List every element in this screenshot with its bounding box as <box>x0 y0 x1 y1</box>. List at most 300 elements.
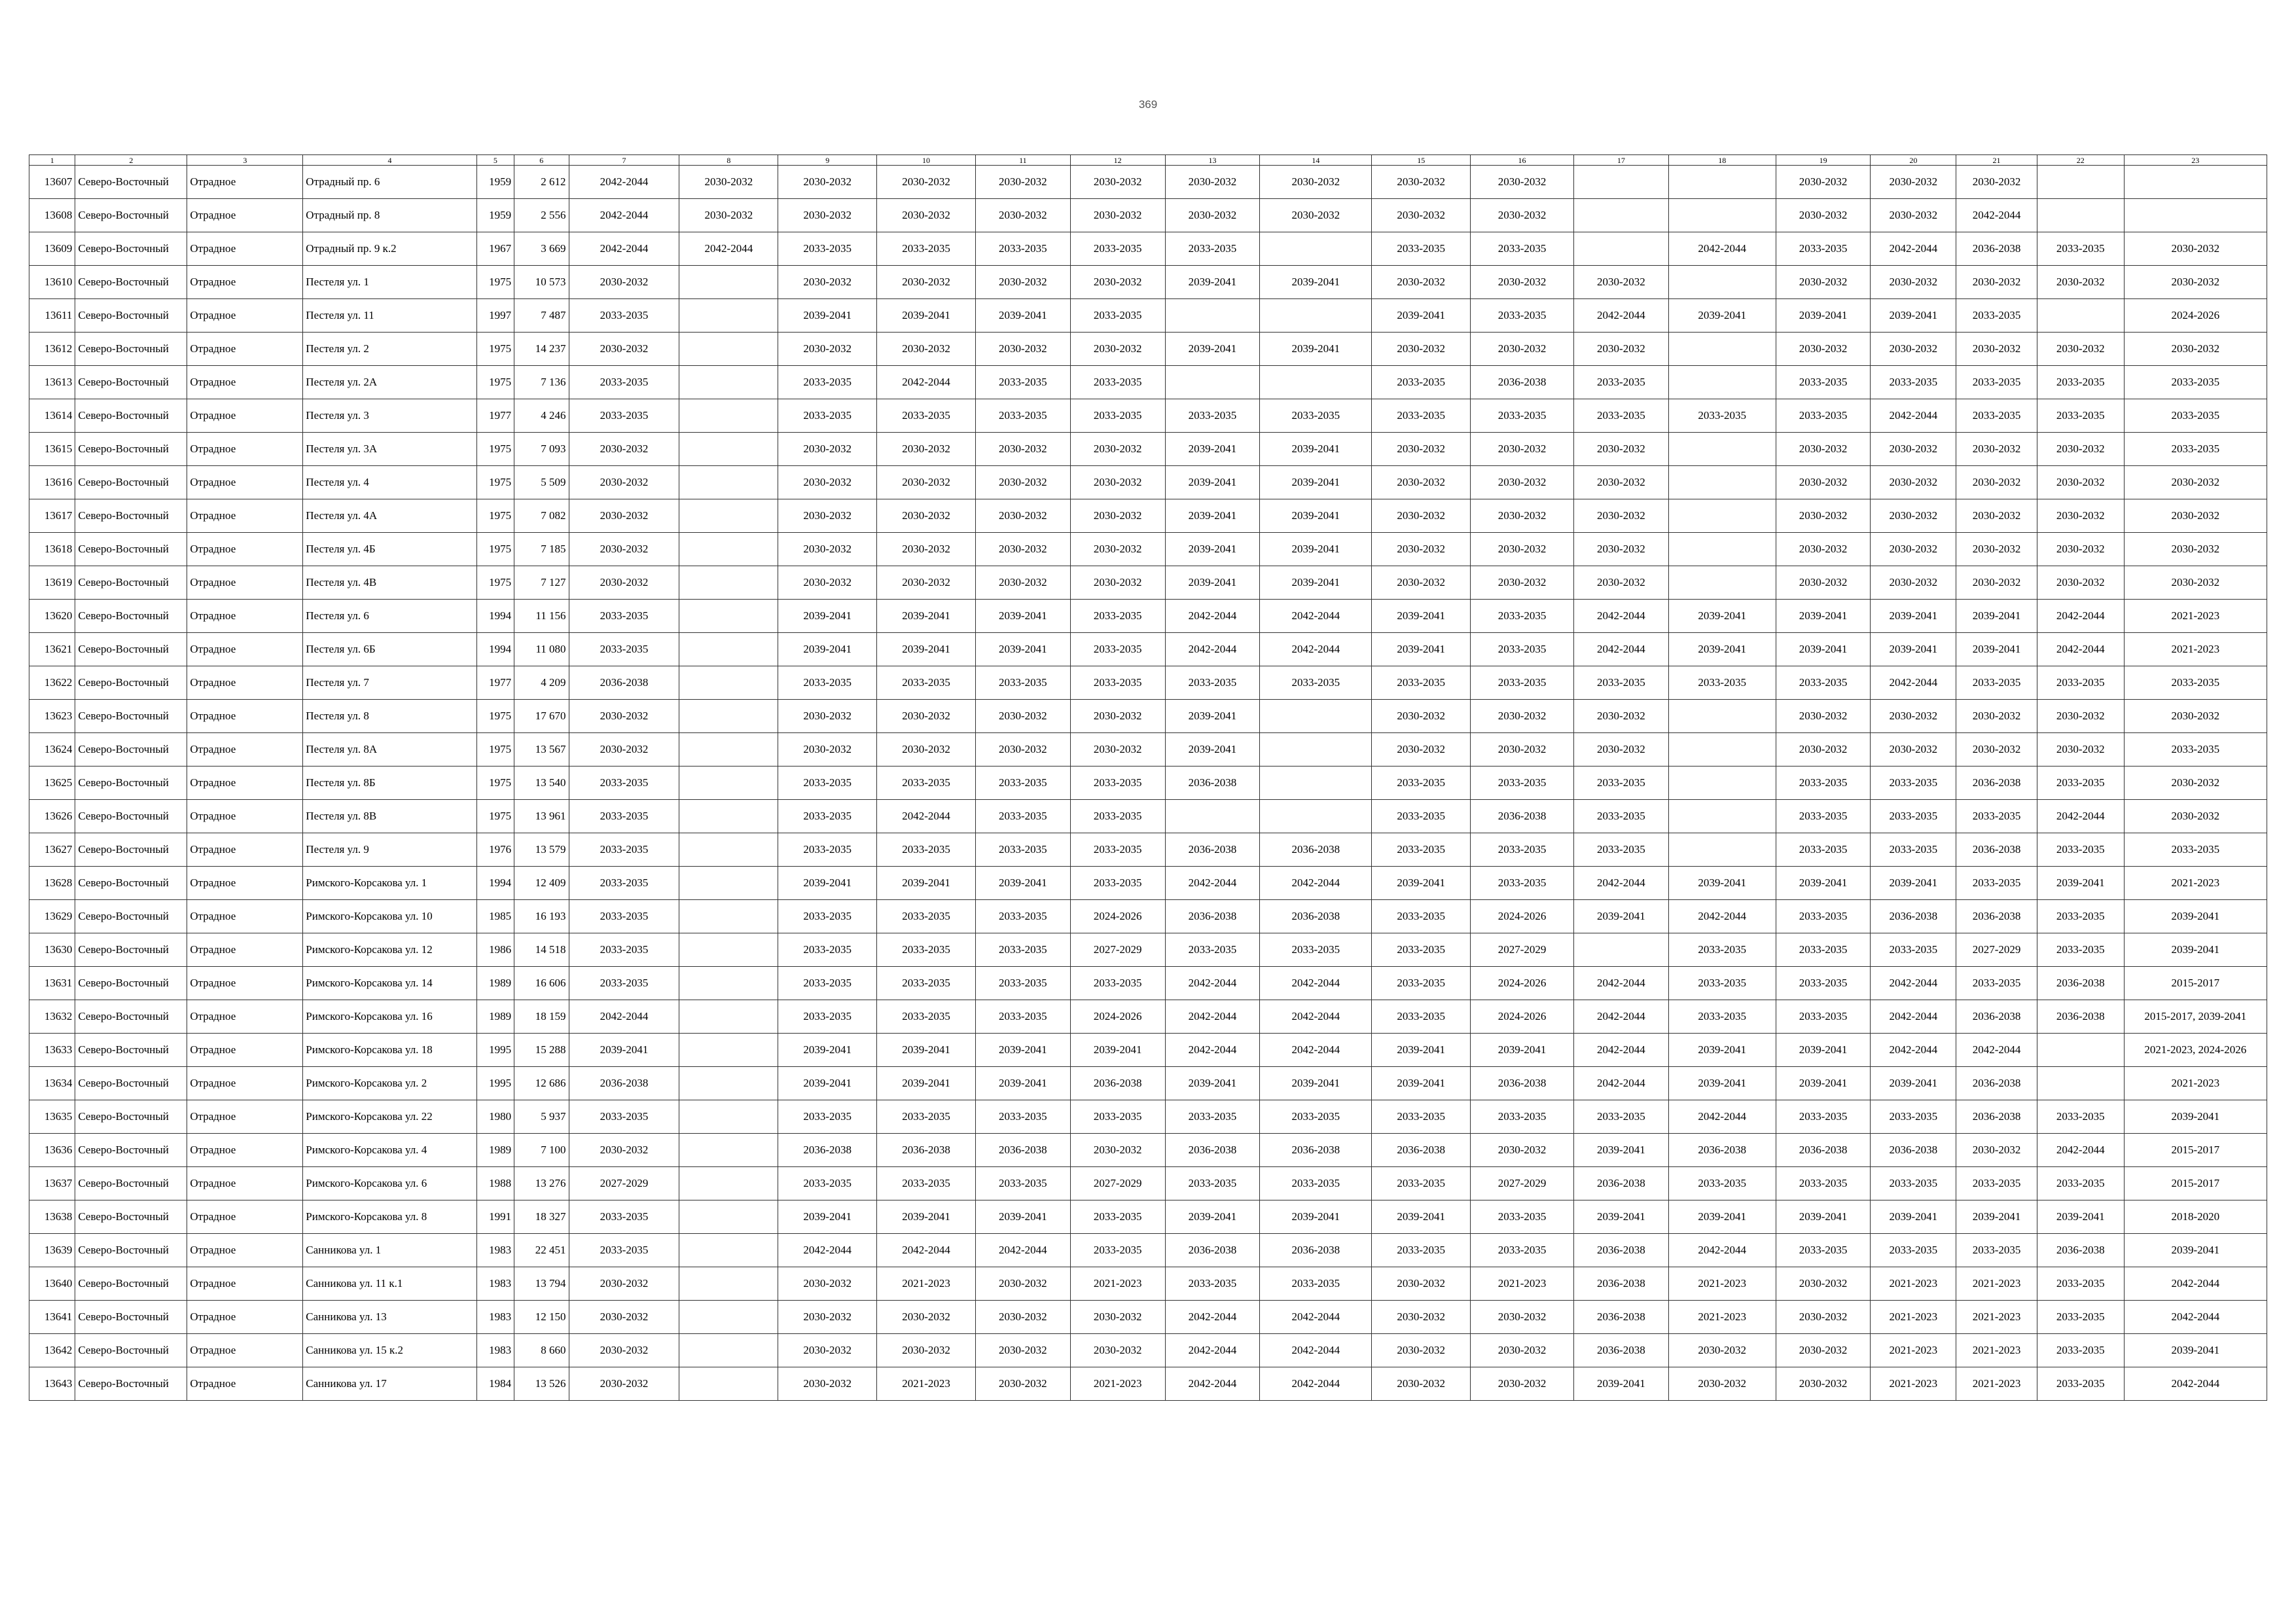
area-cell: Отрадное <box>187 166 303 199</box>
record-id-cell: 13611 <box>29 299 75 333</box>
area-cell: Отрадное <box>187 1134 303 1167</box>
period-16-cell: 2024-2026 <box>1471 900 1574 933</box>
housing-register-table <box>29 154 2267 1401</box>
period-9-cell: 2033-2035 <box>778 833 877 867</box>
period-10-cell: 2030-2032 <box>877 700 976 733</box>
period-16-cell: 2030-2032 <box>1471 166 1574 199</box>
period-23-cell: 2042-2044 <box>2124 1301 2267 1334</box>
period-20-cell: 2030-2032 <box>1871 266 1956 299</box>
period-8-cell <box>679 900 778 933</box>
period-18-cell: 2042-2044 <box>1668 900 1776 933</box>
period-11-cell: 2039-2041 <box>975 1034 1070 1067</box>
area-cell: Отрадное <box>187 833 303 867</box>
period-10-cell: 2033-2035 <box>877 933 976 967</box>
period-19-cell: 2039-2041 <box>1776 633 1871 666</box>
period-13-cell: 2033-2035 <box>1165 666 1260 700</box>
period-21-cell: 2027-2029 <box>1956 933 2037 967</box>
period-23-cell: 2030-2032 <box>2124 333 2267 366</box>
district-cell: Северо-Восточный <box>75 566 187 600</box>
address-cell: Пестеля ул. 8 <box>303 700 476 733</box>
period-10-cell: 2033-2035 <box>877 1167 976 1200</box>
period-18-cell: 2039-2041 <box>1668 633 1776 666</box>
column-number-header: 6 <box>514 155 569 166</box>
table-row <box>29 900 2267 933</box>
period-8-cell <box>679 499 778 533</box>
table-row <box>29 1301 2267 1334</box>
period-15-cell: 2030-2032 <box>1372 700 1471 733</box>
period-9-cell: 2033-2035 <box>778 800 877 833</box>
period-10-cell: 2039-2041 <box>877 1034 976 1067</box>
column-number-header: 5 <box>476 155 514 166</box>
period-15-cell: 2030-2032 <box>1372 1301 1471 1334</box>
address-cell: Пестеля ул. 2 <box>303 333 476 366</box>
period-7-cell: 2033-2035 <box>569 633 679 666</box>
period-12-cell: 2033-2035 <box>1070 666 1165 700</box>
period-12-cell: 2024-2026 <box>1070 900 1165 933</box>
area-cell: Отрадное <box>187 499 303 533</box>
period-13-cell: 2042-2044 <box>1165 967 1260 1000</box>
table-row <box>29 299 2267 333</box>
period-20-cell: 2021-2023 <box>1871 1367 1956 1401</box>
period-22-cell: 2033-2035 <box>2037 666 2124 700</box>
period-22-cell: 2030-2032 <box>2037 733 2124 767</box>
period-11-cell: 2030-2032 <box>975 533 1070 566</box>
address-cell: Римского-Корсакова ул. 16 <box>303 1000 476 1034</box>
period-23-cell: 2039-2041 <box>2124 1234 2267 1267</box>
period-9-cell: 2033-2035 <box>778 666 877 700</box>
build-year-cell: 1983 <box>476 1267 514 1301</box>
period-9-cell: 2030-2032 <box>778 433 877 466</box>
column-number-header: 9 <box>778 155 877 166</box>
period-19-cell: 2036-2038 <box>1776 1134 1871 1167</box>
period-23-cell: 2033-2035 <box>2124 433 2267 466</box>
period-7-cell: 2033-2035 <box>569 767 679 800</box>
period-23-cell: 2033-2035 <box>2124 666 2267 700</box>
period-15-cell: 2033-2035 <box>1372 232 1471 266</box>
period-21-cell: 2030-2032 <box>1956 466 2037 499</box>
period-8-cell <box>679 399 778 433</box>
period-17-cell: 2033-2035 <box>1573 399 1668 433</box>
area-cell: Отрадное <box>187 700 303 733</box>
period-20-cell: 2030-2032 <box>1871 466 1956 499</box>
record-id-cell: 13641 <box>29 1301 75 1334</box>
address-cell: Пестеля ул. 3А <box>303 433 476 466</box>
period-19-cell: 2033-2035 <box>1776 967 1871 1000</box>
record-id-cell: 13615 <box>29 433 75 466</box>
area-cell: Отрадное <box>187 1167 303 1200</box>
area-cell: Отрадное <box>187 1200 303 1234</box>
period-22-cell: 2036-2038 <box>2037 1234 2124 1267</box>
period-23-cell <box>2124 166 2267 199</box>
period-19-cell: 2030-2032 <box>1776 1367 1871 1401</box>
period-18-cell: 2042-2044 <box>1668 232 1776 266</box>
period-22-cell: 2030-2032 <box>2037 566 2124 600</box>
period-19-cell: 2033-2035 <box>1776 800 1871 833</box>
address-cell: Отрадный пр. 9 к.2 <box>303 232 476 266</box>
period-22-cell <box>2037 1067 2124 1100</box>
period-19-cell: 2030-2032 <box>1776 566 1871 600</box>
period-14-cell: 2033-2035 <box>1260 1267 1372 1301</box>
period-22-cell: 2042-2044 <box>2037 600 2124 633</box>
period-8-cell <box>679 1267 778 1301</box>
period-15-cell: 2033-2035 <box>1372 399 1471 433</box>
period-9-cell: 2030-2032 <box>778 1367 877 1401</box>
period-14-cell: 2033-2035 <box>1260 666 1372 700</box>
floor-area-cell: 16 193 <box>514 900 569 933</box>
column-number-header: 18 <box>1668 155 1776 166</box>
period-13-cell: 2033-2035 <box>1165 399 1260 433</box>
period-17-cell: 2042-2044 <box>1573 1034 1668 1067</box>
period-13-cell: 2030-2032 <box>1165 199 1260 232</box>
period-18-cell <box>1668 266 1776 299</box>
period-10-cell: 2039-2041 <box>877 299 976 333</box>
period-13-cell: 2042-2044 <box>1165 1000 1260 1034</box>
table-row <box>29 666 2267 700</box>
period-9-cell: 2039-2041 <box>778 1067 877 1100</box>
period-15-cell: 2030-2032 <box>1372 166 1471 199</box>
period-9-cell: 2030-2032 <box>778 566 877 600</box>
period-14-cell: 2039-2041 <box>1260 566 1372 600</box>
address-cell: Римского-Корсакова ул. 10 <box>303 900 476 933</box>
period-16-cell: 2030-2032 <box>1471 1134 1574 1167</box>
period-14-cell <box>1260 299 1372 333</box>
period-14-cell: 2036-2038 <box>1260 1134 1372 1167</box>
period-13-cell: 2033-2035 <box>1165 933 1260 967</box>
address-cell: Пестеля ул. 4Б <box>303 533 476 566</box>
address-cell: Пестеля ул. 2А <box>303 366 476 399</box>
period-8-cell <box>679 433 778 466</box>
period-10-cell: 2021-2023 <box>877 1267 976 1301</box>
period-10-cell: 2039-2041 <box>877 1067 976 1100</box>
period-20-cell: 2042-2044 <box>1871 1000 1956 1034</box>
period-10-cell: 2042-2044 <box>877 366 976 399</box>
period-10-cell: 2030-2032 <box>877 199 976 232</box>
period-7-cell: 2039-2041 <box>569 1034 679 1067</box>
period-11-cell: 2030-2032 <box>975 1367 1070 1401</box>
period-15-cell: 2033-2035 <box>1372 900 1471 933</box>
period-20-cell: 2030-2032 <box>1871 433 1956 466</box>
period-8-cell: 2030-2032 <box>679 166 778 199</box>
period-14-cell <box>1260 700 1372 733</box>
period-13-cell: 2039-2041 <box>1165 1067 1260 1100</box>
address-cell: Пестеля ул. 7 <box>303 666 476 700</box>
column-number-header: 3 <box>187 155 303 166</box>
build-year-cell: 1975 <box>476 700 514 733</box>
period-17-cell: 2036-2038 <box>1573 1267 1668 1301</box>
period-21-cell: 2033-2035 <box>1956 1234 2037 1267</box>
period-10-cell: 2042-2044 <box>877 1234 976 1267</box>
period-23-cell: 2030-2032 <box>2124 700 2267 733</box>
build-year-cell: 1980 <box>476 1100 514 1134</box>
area-cell: Отрадное <box>187 900 303 933</box>
area-cell: Отрадное <box>187 1000 303 1034</box>
period-11-cell: 2042-2044 <box>975 1234 1070 1267</box>
period-22-cell: 2033-2035 <box>2037 900 2124 933</box>
period-11-cell: 2030-2032 <box>975 566 1070 600</box>
period-8-cell <box>679 1134 778 1167</box>
period-8-cell <box>679 666 778 700</box>
period-11-cell: 2030-2032 <box>975 700 1070 733</box>
floor-area-cell: 13 961 <box>514 800 569 833</box>
district-cell: Северо-Восточный <box>75 399 187 433</box>
period-13-cell: 2039-2041 <box>1165 733 1260 767</box>
period-20-cell: 2042-2044 <box>1871 967 1956 1000</box>
period-9-cell: 2039-2041 <box>778 1034 877 1067</box>
period-18-cell <box>1668 333 1776 366</box>
period-11-cell: 2036-2038 <box>975 1134 1070 1167</box>
area-cell: Отрадное <box>187 299 303 333</box>
period-15-cell: 2039-2041 <box>1372 867 1471 900</box>
area-cell: Отрадное <box>187 333 303 366</box>
floor-area-cell: 7 185 <box>514 533 569 566</box>
floor-area-cell: 7 136 <box>514 366 569 399</box>
floor-area-cell: 7 487 <box>514 299 569 333</box>
period-21-cell: 2030-2032 <box>1956 499 2037 533</box>
period-18-cell <box>1668 199 1776 232</box>
period-19-cell: 2039-2041 <box>1776 600 1871 633</box>
period-22-cell: 2033-2035 <box>2037 767 2124 800</box>
district-cell: Северо-Восточный <box>75 266 187 299</box>
period-19-cell: 2033-2035 <box>1776 366 1871 399</box>
period-20-cell: 2033-2035 <box>1871 933 1956 967</box>
period-18-cell: 2042-2044 <box>1668 1100 1776 1134</box>
period-23-cell: 2033-2035 <box>2124 366 2267 399</box>
period-15-cell: 2030-2032 <box>1372 533 1471 566</box>
period-16-cell: 2033-2035 <box>1471 1234 1574 1267</box>
period-14-cell: 2033-2035 <box>1260 399 1372 433</box>
period-18-cell <box>1668 767 1776 800</box>
district-cell: Северо-Восточный <box>75 1267 187 1301</box>
period-21-cell: 2039-2041 <box>1956 1200 2037 1234</box>
build-year-cell: 1983 <box>476 1334 514 1367</box>
area-cell: Отрадное <box>187 399 303 433</box>
period-23-cell: 2030-2032 <box>2124 800 2267 833</box>
period-23-cell: 2030-2032 <box>2124 533 2267 566</box>
period-17-cell: 2036-2038 <box>1573 1334 1668 1367</box>
period-13-cell: 2042-2044 <box>1165 1034 1260 1067</box>
column-number-header: 13 <box>1165 155 1260 166</box>
period-10-cell: 2039-2041 <box>877 633 976 666</box>
period-9-cell: 2033-2035 <box>778 767 877 800</box>
period-20-cell: 2039-2041 <box>1871 867 1956 900</box>
period-12-cell: 2033-2035 <box>1070 967 1165 1000</box>
period-9-cell: 2033-2035 <box>778 399 877 433</box>
table-row <box>29 1034 2267 1067</box>
period-9-cell: 2036-2038 <box>778 1134 877 1167</box>
period-14-cell: 2042-2044 <box>1260 1367 1372 1401</box>
period-11-cell: 2039-2041 <box>975 1067 1070 1100</box>
build-year-cell: 1991 <box>476 1200 514 1234</box>
period-15-cell: 2033-2035 <box>1372 1167 1471 1200</box>
period-15-cell: 2039-2041 <box>1372 633 1471 666</box>
period-21-cell: 2036-2038 <box>1956 1000 2037 1034</box>
address-cell: Пестеля ул. 9 <box>303 833 476 867</box>
period-22-cell: 2030-2032 <box>2037 700 2124 733</box>
period-14-cell: 2042-2044 <box>1260 1034 1372 1067</box>
build-year-cell: 1977 <box>476 399 514 433</box>
record-id-cell: 13636 <box>29 1134 75 1167</box>
area-cell: Отрадное <box>187 767 303 800</box>
district-cell: Северо-Восточный <box>75 833 187 867</box>
record-id-cell: 13635 <box>29 1100 75 1134</box>
period-15-cell: 2039-2041 <box>1372 1034 1471 1067</box>
period-19-cell: 2033-2035 <box>1776 1000 1871 1034</box>
period-22-cell: 2033-2035 <box>2037 833 2124 867</box>
period-12-cell: 2027-2029 <box>1070 933 1165 967</box>
period-15-cell: 2030-2032 <box>1372 1267 1471 1301</box>
period-21-cell: 2033-2035 <box>1956 867 2037 900</box>
build-year-cell: 1985 <box>476 900 514 933</box>
period-17-cell: 2030-2032 <box>1573 733 1668 767</box>
period-23-cell: 2039-2041 <box>2124 1100 2267 1134</box>
period-12-cell: 2030-2032 <box>1070 199 1165 232</box>
period-18-cell <box>1668 800 1776 833</box>
period-12-cell: 2030-2032 <box>1070 1134 1165 1167</box>
period-12-cell: 2030-2032 <box>1070 733 1165 767</box>
period-12-cell: 2030-2032 <box>1070 333 1165 366</box>
period-20-cell: 2039-2041 <box>1871 1067 1956 1100</box>
period-17-cell: 2039-2041 <box>1573 1134 1668 1167</box>
period-13-cell: 2039-2041 <box>1165 533 1260 566</box>
period-21-cell: 2030-2032 <box>1956 1134 2037 1167</box>
period-20-cell: 2030-2032 <box>1871 199 1956 232</box>
period-10-cell: 2033-2035 <box>877 232 976 266</box>
period-15-cell: 2033-2035 <box>1372 800 1471 833</box>
period-17-cell: 2039-2041 <box>1573 1200 1668 1234</box>
floor-area-cell: 13 526 <box>514 1367 569 1401</box>
record-id-cell: 13622 <box>29 666 75 700</box>
period-11-cell: 2033-2035 <box>975 366 1070 399</box>
record-id-cell: 13620 <box>29 600 75 633</box>
record-id-cell: 13616 <box>29 466 75 499</box>
period-10-cell: 2039-2041 <box>877 600 976 633</box>
period-15-cell: 2033-2035 <box>1372 366 1471 399</box>
period-18-cell: 2033-2035 <box>1668 933 1776 967</box>
period-17-cell: 2033-2035 <box>1573 666 1668 700</box>
period-9-cell: 2033-2035 <box>778 1100 877 1134</box>
period-7-cell: 2042-2044 <box>569 232 679 266</box>
table-row <box>29 1167 2267 1200</box>
floor-area-cell: 13 276 <box>514 1167 569 1200</box>
floor-area-cell: 3 669 <box>514 232 569 266</box>
build-year-cell: 1984 <box>476 1367 514 1401</box>
period-16-cell: 2033-2035 <box>1471 666 1574 700</box>
period-7-cell: 2033-2035 <box>569 600 679 633</box>
period-23-cell: 2033-2035 <box>2124 833 2267 867</box>
period-20-cell: 2042-2044 <box>1871 1034 1956 1067</box>
column-number-header: 8 <box>679 155 778 166</box>
period-8-cell <box>679 1234 778 1267</box>
period-13-cell: 2039-2041 <box>1165 466 1260 499</box>
period-8-cell <box>679 466 778 499</box>
period-22-cell: 2033-2035 <box>2037 1301 2124 1334</box>
record-id-cell: 13642 <box>29 1334 75 1367</box>
period-17-cell: 2030-2032 <box>1573 466 1668 499</box>
period-17-cell <box>1573 199 1668 232</box>
record-id-cell: 13632 <box>29 1000 75 1034</box>
period-18-cell <box>1668 733 1776 767</box>
period-18-cell: 2039-2041 <box>1668 1067 1776 1100</box>
period-13-cell <box>1165 366 1260 399</box>
column-number-header: 23 <box>2124 155 2267 166</box>
period-14-cell: 2036-2038 <box>1260 1234 1372 1267</box>
period-20-cell: 2021-2023 <box>1871 1334 1956 1367</box>
period-12-cell: 2030-2032 <box>1070 466 1165 499</box>
period-7-cell: 2036-2038 <box>569 1067 679 1100</box>
floor-area-cell: 18 159 <box>514 1000 569 1034</box>
period-22-cell: 2033-2035 <box>2037 1167 2124 1200</box>
period-17-cell: 2030-2032 <box>1573 499 1668 533</box>
period-17-cell: 2036-2038 <box>1573 1234 1668 1267</box>
period-13-cell: 2039-2041 <box>1165 333 1260 366</box>
floor-area-cell: 14 518 <box>514 933 569 967</box>
period-23-cell: 2042-2044 <box>2124 1367 2267 1401</box>
record-id-cell: 13630 <box>29 933 75 967</box>
period-9-cell: 2033-2035 <box>778 900 877 933</box>
address-cell: Римского-Корсакова ул. 18 <box>303 1034 476 1067</box>
period-16-cell: 2033-2035 <box>1471 1100 1574 1134</box>
period-19-cell: 2030-2032 <box>1776 266 1871 299</box>
period-16-cell: 2033-2035 <box>1471 399 1574 433</box>
period-19-cell: 2039-2041 <box>1776 299 1871 333</box>
period-9-cell: 2030-2032 <box>778 1267 877 1301</box>
period-10-cell: 2039-2041 <box>877 1200 976 1234</box>
district-cell: Северо-Восточный <box>75 967 187 1000</box>
table-row <box>29 166 2267 199</box>
period-17-cell: 2033-2035 <box>1573 366 1668 399</box>
floor-area-cell: 11 156 <box>514 600 569 633</box>
period-15-cell: 2039-2041 <box>1372 600 1471 633</box>
period-11-cell: 2033-2035 <box>975 666 1070 700</box>
period-8-cell <box>679 633 778 666</box>
address-cell: Санникова ул. 17 <box>303 1367 476 1401</box>
area-cell: Отрадное <box>187 1034 303 1067</box>
period-16-cell: 2030-2032 <box>1471 266 1574 299</box>
period-9-cell: 2039-2041 <box>778 1200 877 1234</box>
record-id-cell: 13627 <box>29 833 75 867</box>
table-row <box>29 633 2267 666</box>
period-12-cell: 2033-2035 <box>1070 399 1165 433</box>
build-year-cell: 1977 <box>476 666 514 700</box>
build-year-cell: 1994 <box>476 600 514 633</box>
period-18-cell: 2039-2041 <box>1668 1200 1776 1234</box>
period-17-cell: 2042-2044 <box>1573 299 1668 333</box>
period-11-cell: 2030-2032 <box>975 433 1070 466</box>
period-16-cell: 2033-2035 <box>1471 232 1574 266</box>
period-14-cell: 2033-2035 <box>1260 933 1372 967</box>
district-cell: Северо-Восточный <box>75 900 187 933</box>
table-row <box>29 767 2267 800</box>
period-19-cell: 2039-2041 <box>1776 1200 1871 1234</box>
period-20-cell: 2033-2035 <box>1871 1100 1956 1134</box>
period-13-cell: 2039-2041 <box>1165 433 1260 466</box>
floor-area-cell: 13 567 <box>514 733 569 767</box>
period-16-cell: 2036-2038 <box>1471 1067 1574 1100</box>
period-12-cell: 2030-2032 <box>1070 1334 1165 1367</box>
district-cell: Северо-Восточный <box>75 299 187 333</box>
period-10-cell: 2033-2035 <box>877 833 976 867</box>
build-year-cell: 1975 <box>476 733 514 767</box>
period-8-cell <box>679 1067 778 1100</box>
record-id-cell: 13628 <box>29 867 75 900</box>
period-22-cell: 2033-2035 <box>2037 933 2124 967</box>
period-20-cell: 2042-2044 <box>1871 666 1956 700</box>
period-14-cell: 2042-2044 <box>1260 633 1372 666</box>
table-row <box>29 232 2267 266</box>
floor-area-cell: 14 237 <box>514 333 569 366</box>
table-row <box>29 366 2267 399</box>
address-cell: Римского-Корсакова ул. 6 <box>303 1167 476 1200</box>
